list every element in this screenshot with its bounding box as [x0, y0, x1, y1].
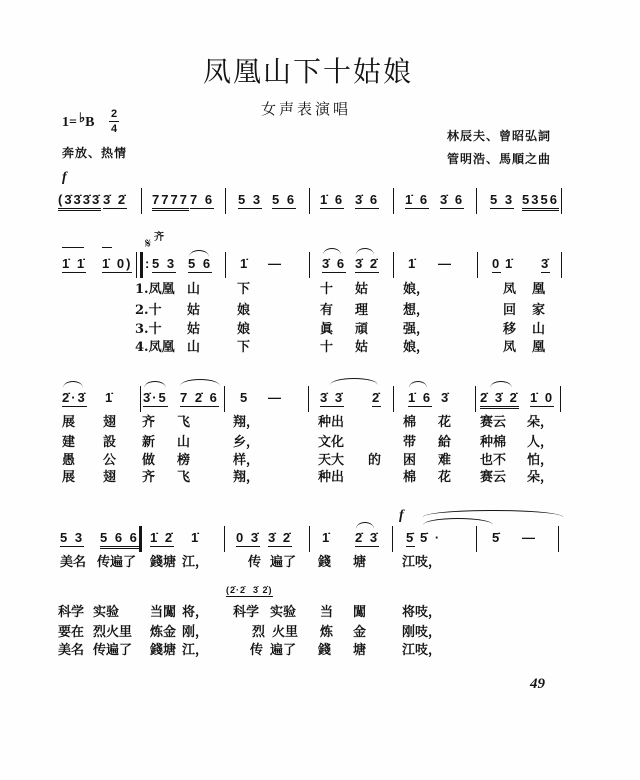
lyric: 朵，	[527, 470, 554, 485]
bar-line	[140, 386, 141, 412]
lyric: 1.凤凰	[135, 282, 175, 297]
lyric: 江，	[182, 555, 209, 570]
lyric: 传	[248, 555, 262, 570]
note-group: 7 6	[190, 192, 215, 207]
note-group: 5 3	[238, 192, 263, 207]
lyric: 4.凤凰	[135, 340, 175, 355]
bar-line	[476, 526, 477, 552]
dynamic-forte: f	[62, 170, 67, 185]
lyric: 娘，	[403, 340, 430, 355]
lyric: 刚，	[182, 625, 209, 640]
slur	[323, 248, 341, 255]
lyric: 烈火里	[93, 625, 133, 640]
lyric: 当闖	[150, 605, 177, 620]
lyric: 3.十	[135, 322, 162, 337]
tie-long	[423, 510, 563, 517]
page-number: 49	[530, 676, 545, 692]
lyric: 娘	[237, 322, 251, 337]
lyric: 飞	[177, 470, 191, 485]
lyric: 闖	[353, 605, 367, 620]
lyric: 有	[320, 303, 334, 318]
lyric: 回	[503, 303, 517, 318]
note-group: 1̇ 0)	[102, 256, 133, 271]
lyric: 赛云	[480, 415, 507, 430]
segno-icon: 𝄋	[145, 236, 152, 252]
note-group: 3̇ 6	[322, 256, 347, 271]
sustain-dash: —	[522, 530, 537, 545]
lyric: 要在	[58, 625, 85, 640]
lyric: 娘，	[403, 282, 430, 297]
lyric: 花	[438, 415, 452, 430]
lyric: 十	[320, 340, 334, 355]
note-group: 7 2̇ 6	[180, 390, 219, 405]
lyric: 翔，	[233, 415, 260, 430]
note-group: 5356	[522, 192, 559, 211]
lyric: 齐	[142, 415, 156, 430]
note-group: 5 6 6	[100, 530, 139, 549]
key-signature	[62, 110, 95, 131]
lyric: 种棉	[480, 435, 507, 450]
sustain-dash: —	[268, 390, 283, 405]
lyric: 想，	[403, 303, 430, 318]
note-group: 2̇·3̇	[62, 390, 87, 405]
note-group: 5 6	[272, 192, 297, 207]
interlude-notes: (2̇·2̇ 3̇ 2̇)	[226, 585, 273, 595]
lyric: 娘	[237, 303, 251, 318]
lyric: 塘	[353, 643, 367, 658]
lyric: 样，	[233, 453, 260, 468]
lyric: 的	[368, 453, 382, 468]
tie	[423, 518, 493, 525]
lyric: 将，	[182, 605, 209, 620]
lyric: 遍了	[270, 643, 297, 658]
bar-line	[224, 386, 225, 412]
slur	[180, 379, 220, 386]
time-bottom: 4	[110, 123, 118, 135]
lyric: 怕，	[527, 453, 554, 468]
slur	[356, 248, 374, 255]
note-group: 5 3	[490, 192, 515, 207]
overline-mark	[62, 247, 84, 248]
lyric: 强，	[403, 322, 430, 337]
performance-type: 女声表演唱	[260, 100, 351, 118]
note: 1̇	[191, 530, 201, 545]
lyricist-credit: 林辰夫、曾昭弘詞	[447, 129, 552, 143]
lyric: 塘	[353, 555, 367, 570]
note: 2̇	[372, 390, 382, 405]
lyric: 姑	[355, 340, 369, 355]
lyric: 科学	[58, 605, 85, 620]
slur	[144, 381, 166, 388]
lyric: 飞	[177, 415, 191, 430]
lyric: 炼金	[150, 625, 177, 640]
lyric: 翅	[103, 415, 117, 430]
note-group: 1̇ 6	[320, 192, 345, 207]
lyric: 錢	[318, 643, 332, 658]
repeat-dots: :	[145, 256, 152, 271]
sustain-dash: —	[438, 256, 453, 271]
lyric: 凰	[532, 340, 546, 355]
dynamic-forte: f	[399, 508, 404, 523]
note-group: (3̇3̇3̇3̇	[58, 192, 101, 211]
composer-credit: 管明浩、馬順之曲	[447, 152, 552, 166]
lyric: 烈	[252, 625, 266, 640]
lyric: 給	[438, 435, 452, 450]
key-tonic: 1=	[62, 115, 77, 130]
lyric: 翔，	[233, 470, 260, 485]
bar-line	[393, 188, 394, 214]
lyric: 2.十	[135, 303, 162, 318]
note-group: 5 6	[188, 256, 213, 271]
slur	[330, 378, 378, 385]
note: 5̇	[492, 530, 502, 545]
lyric: 难	[438, 453, 452, 468]
lyric: 錢	[318, 555, 332, 570]
note-group: 2̇ 3̇ 2̇	[480, 390, 519, 409]
lyric: 当	[320, 605, 334, 620]
bar-line	[392, 526, 393, 552]
note: 5̇	[406, 530, 416, 545]
lyric: 美名	[60, 555, 87, 570]
bar-line	[561, 188, 562, 214]
lyric: 文化	[318, 435, 345, 450]
note: 1̇	[105, 390, 115, 405]
lyric: 种出	[318, 415, 345, 430]
time-signature	[109, 108, 119, 135]
lyric: 愚	[62, 453, 76, 468]
lyric: 理	[355, 303, 369, 318]
lyric: 做	[142, 453, 156, 468]
lyric: 下	[237, 340, 251, 355]
bar-line	[225, 252, 226, 278]
lyric: 美名	[58, 643, 85, 658]
lyric: 江，	[182, 643, 209, 658]
lyric: 乡，	[233, 435, 260, 450]
note-group: 5 3	[152, 256, 177, 271]
lyric: 公	[103, 453, 117, 468]
lyric: 齐	[142, 470, 156, 485]
lyric: 姑	[187, 322, 201, 337]
lyric: 錢塘	[150, 555, 177, 570]
lyric: 家	[532, 303, 546, 318]
lyric: 火里	[272, 625, 299, 640]
slur	[409, 381, 427, 388]
bar-line	[475, 386, 476, 412]
lyric: 錢塘	[150, 643, 177, 658]
lyric: 山	[187, 282, 201, 297]
lyric: 传遍了	[93, 643, 133, 658]
lyric: 頑	[355, 322, 369, 337]
bar-line	[224, 526, 225, 552]
lyric: 人，	[527, 435, 554, 450]
lyric: 設	[103, 435, 117, 450]
lyric: 姑	[355, 282, 369, 297]
lyric: 炼	[320, 625, 334, 640]
bar-line	[309, 188, 310, 214]
lyric: 展	[62, 470, 76, 485]
lyric: 种出	[318, 470, 345, 485]
note-group: 3̇ 3̇	[320, 390, 345, 405]
note-group: 1̇ 0	[530, 390, 555, 405]
bar-line	[560, 386, 561, 412]
time-top: 2	[110, 108, 118, 120]
lyric: 朵，	[527, 415, 554, 430]
note: 5	[240, 390, 250, 405]
bar-line	[141, 188, 142, 214]
note: 1̇	[322, 530, 332, 545]
lyric: 凤	[503, 340, 517, 355]
overline-mark	[102, 247, 112, 248]
note: 1̇	[505, 256, 515, 271]
slur	[356, 522, 374, 529]
lyric: 科学	[233, 605, 260, 620]
note-group: 2̇ 3̇	[355, 530, 380, 545]
lyric: 传	[250, 643, 264, 658]
lyric: 姑	[187, 303, 201, 318]
note-group: 3̇ 2̇	[103, 192, 128, 207]
note: 3̇	[441, 390, 451, 405]
lyric: 天大	[318, 453, 345, 468]
note-group: 0 3̇	[236, 530, 261, 545]
lyric: 遍了	[270, 555, 297, 570]
bar-line	[309, 252, 310, 278]
lyric: 江吱，	[402, 643, 442, 658]
lyric: 也不	[480, 453, 507, 468]
note-group: 1̇ 6	[405, 192, 430, 207]
note-group: 3̇ 6	[355, 192, 380, 207]
bar-line	[225, 188, 226, 214]
slur	[490, 381, 512, 388]
bar-line	[308, 386, 309, 412]
lyric: 金	[353, 625, 367, 640]
note-rest: 0	[492, 256, 502, 271]
bar-line	[476, 188, 477, 214]
lyric: 建	[62, 435, 76, 450]
unison-mark: 齐	[154, 232, 164, 243]
lyric: 棉	[403, 415, 417, 430]
note-group: 3̇ 6	[440, 192, 465, 207]
bar-line	[139, 526, 142, 552]
lyric: 展	[62, 415, 76, 430]
note-dotted: 5̇ ·	[420, 530, 442, 545]
note-group: 3̇ 2̇	[355, 256, 380, 271]
tempo-marking: 奔放、热情	[62, 146, 128, 160]
bar-line	[136, 252, 137, 278]
lyric: 困	[403, 453, 417, 468]
bar-line	[393, 386, 394, 412]
lyric: 传遍了	[97, 555, 137, 570]
lyric: 带	[403, 435, 417, 450]
lyric: 山	[532, 322, 546, 337]
key-note: B	[85, 115, 95, 130]
lyric: 山	[177, 435, 191, 450]
bar-line	[393, 252, 394, 278]
lyric: 下	[237, 282, 251, 297]
lyric: 眞	[320, 322, 334, 337]
song-title: 凤凰山下十姑娘	[202, 55, 413, 88]
note-group: 3̇·5	[143, 390, 168, 405]
lyric: 十	[320, 282, 334, 297]
lyric: 榜	[177, 453, 191, 468]
lyric: 刚吱，	[402, 625, 442, 640]
lyric: 将吱，	[402, 605, 442, 620]
lyric: 凤	[503, 282, 517, 297]
note: 3̇	[541, 256, 551, 271]
lyric: 实验	[270, 605, 297, 620]
lyric: 花	[438, 470, 452, 485]
lyric: 凰	[532, 282, 546, 297]
repeat-bar-line	[140, 252, 143, 278]
lyric: 山	[187, 340, 201, 355]
note-group: 5 3	[60, 530, 85, 545]
note: 1̇	[240, 256, 250, 271]
note-group: 1̇ 2̇	[150, 530, 175, 545]
lyric: 翅	[103, 470, 117, 485]
bar-line	[309, 526, 310, 552]
note-group: 1̇ 1̇	[62, 256, 87, 271]
bar-line	[558, 526, 559, 552]
bar-line	[561, 252, 562, 278]
lyric: 新	[142, 435, 156, 450]
fraction-line	[109, 121, 119, 122]
lyric: 棉	[403, 470, 417, 485]
bar-line	[477, 252, 478, 278]
lyric: 实验	[93, 605, 120, 620]
lyric: 赛云	[480, 470, 507, 485]
note-group: 7777	[152, 192, 189, 211]
slur	[63, 381, 83, 388]
flat-icon: ♭	[78, 110, 86, 125]
lyric: 移	[503, 322, 517, 337]
note-group: 1̇ 6	[408, 390, 433, 405]
lyric: 江吱，	[402, 555, 442, 570]
sustain-dash: —	[268, 256, 283, 271]
note: 1̇	[408, 256, 418, 271]
note-group: 3̇ 2̇	[268, 530, 293, 545]
